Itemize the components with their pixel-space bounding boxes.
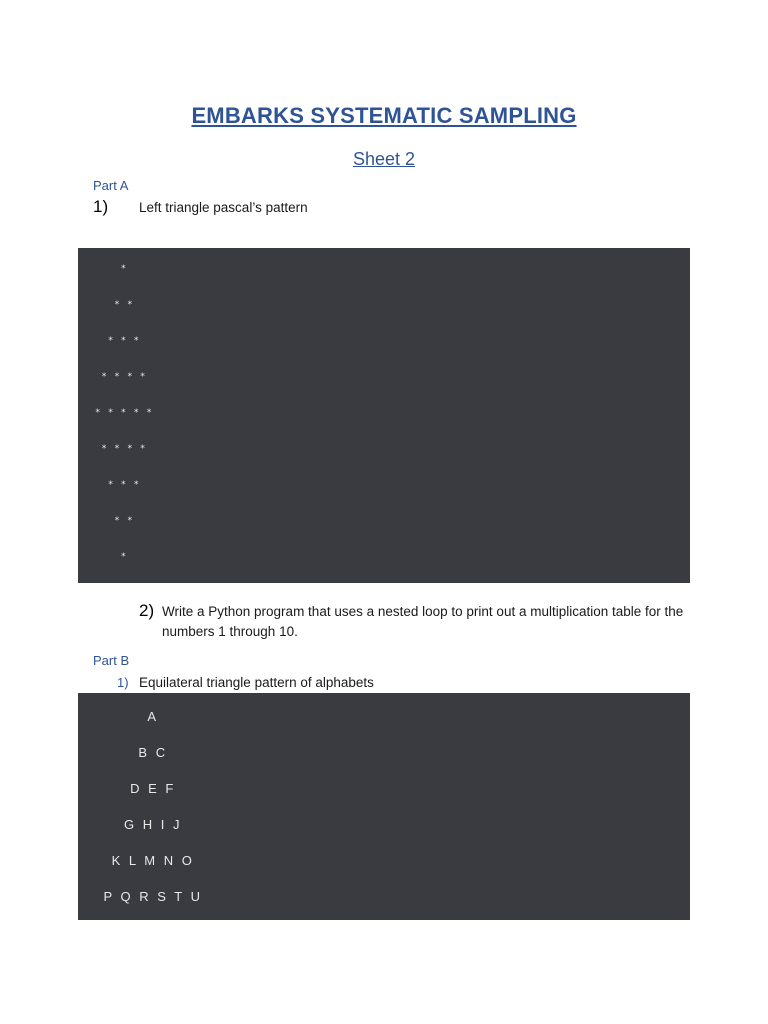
alphabet-pattern-line: A <box>147 709 159 724</box>
part-b-question-1-number: 1) <box>117 675 129 690</box>
star-pattern-line: * * * <box>95 336 140 346</box>
alphabet-pattern-code-block <box>78 693 690 920</box>
part-a-question-2-text: Write a Python program that uses a nested loop to print out a multiplication table for the numbers 1 through 10. <box>162 604 684 639</box>
star-pattern-line: * * * * <box>95 372 147 382</box>
alphabet-pattern-line: D E F <box>130 781 176 796</box>
alphabet-pattern-line: B C <box>138 745 168 760</box>
star-pattern-line: * * * * * <box>95 408 153 418</box>
part-a-label: Part A <box>93 178 129 193</box>
part-a-question-2-number: 2) <box>139 601 155 620</box>
alphabet-pattern-line: G H I J <box>124 817 182 832</box>
document-subtitle: Sheet 2 <box>352 149 416 169</box>
part-b-label: Part B <box>93 653 130 668</box>
part-b-question-1-text: Equilateral triangle pattern of alphabets <box>139 675 374 690</box>
star-pattern-line: * * <box>95 300 134 310</box>
star-pattern-line: * <box>95 552 128 562</box>
star-pattern-line: * * * * <box>95 444 147 454</box>
star-pattern-line: * * * <box>95 480 140 490</box>
part-a-question-1-text: Left triangle pascal’s pattern <box>139 200 308 215</box>
document-title: EMBARKS SYSTEMATIC SAMPLING <box>191 103 577 128</box>
star-pattern-line: * <box>95 264 128 274</box>
alphabet-pattern-line: K L M N O <box>111 853 195 868</box>
alphabet-pattern-line: P Q R S T U <box>103 889 203 904</box>
part-a-question-1-number: 1) <box>93 197 109 216</box>
star-pattern-line: * * <box>95 516 134 526</box>
star-pattern-code-block <box>78 248 690 583</box>
